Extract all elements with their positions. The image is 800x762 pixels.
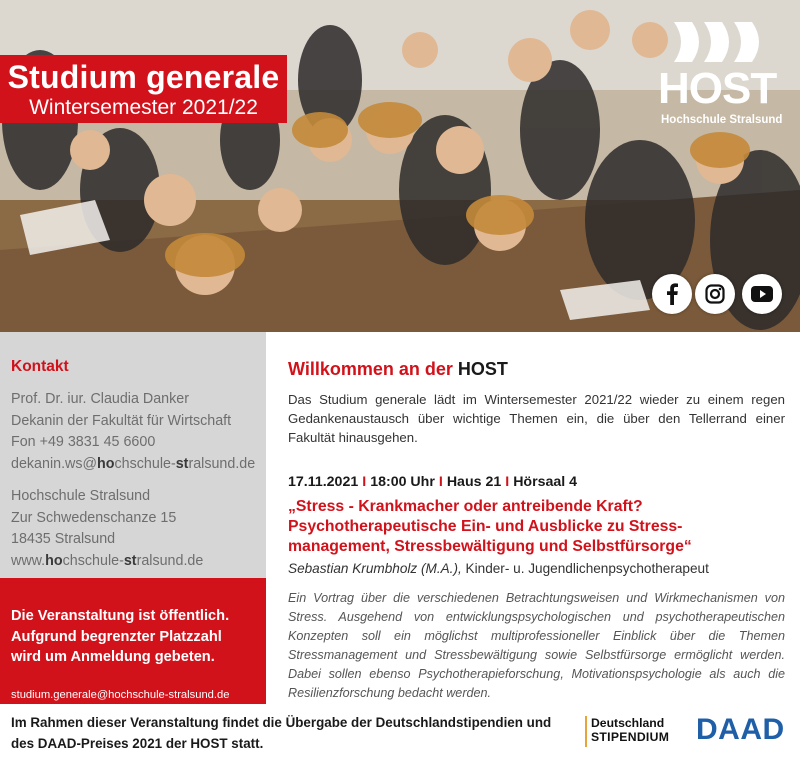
page-subtitle: Wintersemester 2021/22 [29, 96, 258, 119]
facebook-icon[interactable] [652, 274, 692, 314]
welcome-host: HOST [457, 359, 508, 379]
notice-line-1: Die Veranstaltung ist öffentlich. [11, 608, 230, 624]
registration-email-link[interactable]: studium.generale@hochschule-stralsund.de [11, 688, 230, 701]
ds-logo-line-2: STIPENDIUM [591, 730, 670, 744]
contact-phone: Fon +49 3831 45 6600 [11, 434, 156, 450]
contact-role: Dekanin der Fakultät für Wirtschaft [11, 412, 232, 429]
speaker-name: Sebastian Krumbholz (M.A.), [288, 561, 462, 576]
notice-line-2: Aufgrund begrenzter Platzzahl [11, 628, 222, 645]
web-pre: www. [11, 552, 46, 569]
event-building: Haus 21 [446, 474, 502, 490]
web-st: st [123, 552, 137, 569]
host-logo [652, 18, 782, 128]
instagram-icon[interactable] [695, 274, 735, 314]
contact-panel [0, 332, 266, 578]
event-title [288, 497, 785, 557]
speaker-role: Kinder- u. Jugendlichenpsychotherapeut [461, 561, 709, 576]
event-abstract: Ein Vortrag über die verschiedenen Betrachtungsweisen und Wirkmechanismen von Stress. Ausgehend von entwicklungspsychologischen und psychotherapeutischen Konzepten soll ein möglichst multiprofessioneller Einblick über die Themen Stressmanagement und Stressbewältigung sowie Selbstfürsorge ermöglicht werden. Dabei sollen ebenso Psychotherapieforschung, Motivationspsychologie als auch die Resilienzforschung bedacht werden. [288, 591, 785, 700]
event-title-line-1: „Stress - Krankmacher oder antreibende Kraft? [288, 498, 643, 515]
host-logo-word: HOST [658, 64, 777, 113]
welcome-heading [288, 359, 508, 380]
contact-email-pre: dekanin.ws@ [11, 455, 98, 472]
speaker [288, 561, 709, 576]
event-meta [288, 474, 577, 490]
footer-note [11, 713, 551, 754]
notice-line-3: wird um Anmeldung gebeten. [11, 649, 215, 665]
meta-separator: I [362, 474, 367, 490]
host-logo-subtitle: Hochschule Stralsund [661, 114, 783, 126]
event-title-line-2: Psychotherapeutische Ein- und Ausblicke zu Stress- [288, 518, 683, 535]
web-mid: chschule- [62, 552, 124, 569]
address-line-1: Hochschule Stralsund [11, 488, 151, 504]
contact-email-ho: ho [97, 455, 115, 472]
title-banner [0, 55, 287, 123]
welcome-prefix: Willkommen an der [288, 359, 453, 379]
event-room: Hörsaal 4 [513, 474, 578, 490]
host-chevron-icon [670, 20, 780, 64]
daad-logo: DAAD [696, 713, 785, 746]
footer-line-2: des DAAD-Preises 2021 der HOST statt. [11, 735, 264, 751]
contact-email-post: ralsund.de [188, 455, 256, 472]
intro-text: Das Studium generale lädt im Wintersemester 2021/22 wieder zu einem regen Gedankenaustausch über wichtige Themen ein, die über den Tellerrand einer Fakultät hinausgehen. [288, 392, 785, 445]
contact-email[interactable] [11, 454, 266, 476]
contact-email-st: st [175, 455, 189, 472]
contact-email-mid: chschule- [114, 455, 176, 472]
ds-logo-line-1: Deutschland [591, 716, 665, 730]
youtube-icon[interactable] [742, 274, 782, 314]
page-title: Studium generale [7, 59, 280, 95]
address-line-3: 18435 Stralsund [11, 531, 116, 547]
deutschlandstipendium-logo [585, 716, 669, 747]
registration-notice [0, 578, 266, 704]
web-ho: ho [45, 552, 63, 569]
event-date: 17.11.2021 [288, 474, 359, 490]
footer-line-1: Im Rahmen dieser Veranstaltung findet die Übergabe der Deutschlandstipendien und [11, 715, 552, 730]
web-post: ralsund.de [136, 552, 204, 569]
contact-heading: Kontakt [11, 358, 69, 375]
contact-name: Prof. Dr. iur. Claudia Danker [11, 391, 189, 407]
website-link[interactable] [11, 551, 266, 573]
event-time: 18:00 Uhr [370, 474, 435, 490]
event-title-line-3: management, Stressbewältigung und Selbstfürsorge“ [288, 538, 692, 555]
hero-photo [0, 0, 800, 332]
meta-separator: I [438, 474, 443, 490]
address-line-2: Zur Schwedenschanze 15 [11, 509, 177, 526]
meta-separator: I [505, 474, 510, 490]
